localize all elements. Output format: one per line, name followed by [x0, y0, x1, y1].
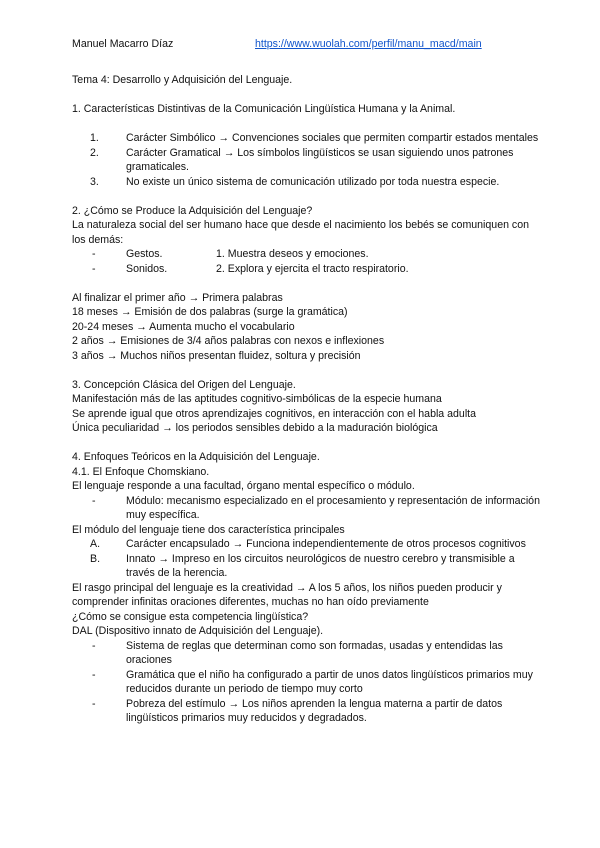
profile-link[interactable]: https://www.wuolah.com/perfil/manu_macd/main: [255, 38, 482, 50]
section-2-dash-list: [72, 247, 542, 276]
list-marker: -: [92, 248, 96, 260]
list-item-term: Sonidos.: [126, 262, 168, 275]
paragraph-line: El rasgo principal del lenguaje es la creatividad → A los 5 años, los niños pueden producir y comprender infinitas oraciones diferentes, muchas no han oído previamente: [72, 581, 502, 608]
list-item: [72, 131, 542, 146]
list-item: [72, 494, 542, 523]
list-item-text: 2. Explora y ejercita el tracto respiratorio.: [216, 262, 409, 275]
list-item: [72, 552, 542, 581]
timeline-line: 3 años → Muchos niños presentan fluidez, soltura y precisión: [72, 349, 361, 362]
paragraph-line: El lenguaje responde a una facultad, órgano mental específico o módulo.: [72, 480, 415, 492]
list-marker: A.: [90, 538, 101, 550]
paragraph-line: Manifestación más de las aptitudes cognitivo-simbólicas de la especie humana: [72, 393, 442, 405]
dal-list: [72, 639, 542, 726]
section-1-heading: 1. Características Distintivas de la Comunicación Lingüística Humana y la Animal.: [72, 103, 456, 115]
paragraph-line: El módulo del lenguaje tiene dos característica principales: [72, 523, 345, 536]
document-title: Tema 4: Desarrollo y Adquisición del Lenguaje.: [72, 74, 293, 86]
list-marker: 2.: [90, 146, 99, 159]
list-item-text: Carácter Simbólico → Convenciones sociales que permiten compartir estados mentales: [126, 132, 539, 144]
list-item-text: Sistema de reglas que determinan como son formadas, usadas y entendidas las oraciones: [126, 639, 503, 666]
letter-list: [72, 537, 542, 581]
list-item: [72, 146, 542, 175]
list-item-text: Pobreza del estímulo → Los niños aprenden la lengua materna a partir de datos lingüísticos primarios muy reducidos y degradados.: [126, 697, 503, 724]
list-marker: -: [92, 639, 96, 652]
list-marker: B.: [90, 552, 101, 565]
list-item-text: Módulo: mecanismo especializado en el procesamiento y representación de información muy específica.: [126, 494, 540, 521]
list-item: [72, 697, 542, 726]
document-body: [72, 73, 542, 726]
list-item: [72, 668, 542, 697]
list-marker: 3.: [90, 175, 99, 188]
section-2-intro: La naturaleza social del ser humano hace que desde el nacimiento los bebés se comuniquen con los demás:: [72, 219, 530, 246]
list-marker: -: [92, 494, 96, 507]
list-item-text: Carácter encapsulado → Funciona independientemente de otros procesos cognitivos: [126, 538, 526, 550]
paragraph-line: DAL (Dispositivo innato de Adquisición del Lenguaje).: [72, 625, 324, 637]
list-item-text: Innato → Impreso en los circuitos neurológicos de nuestro cerebro y transmisible a través de la herencia.: [126, 552, 515, 579]
list-item-text: Carácter Gramatical → Los símbolos lingüísticos se usan siguiendo unos patrones gramaticales.: [126, 146, 514, 173]
list-marker: 1.: [90, 132, 99, 144]
list-item: [72, 247, 542, 262]
section-2-heading: 2. ¿Cómo se Produce la Adquisición del Lenguaje?: [72, 204, 313, 217]
list-item: [72, 537, 542, 552]
list-item-term: Gestos.: [126, 248, 163, 260]
list-item-text: Gramática que el niño ha configurado a partir de unos datos lingüísticos primarios muy reducidos durante un periodo de tiempo muy corto: [126, 668, 533, 695]
list-item-text: No existe un único sistema de comunicación utilizado por toda nuestra especie.: [126, 175, 500, 188]
timeline-line: 2 años → Emisiones de 3/4 años palabras con nexos e inflexiones: [72, 335, 385, 347]
paragraph-line: Se aprende igual que otros aprendizajes cognitivos, en interacción con el habla adulta: [72, 407, 477, 420]
list-item: [72, 262, 542, 277]
timeline-line: 18 meses → Emisión de dos palabras (surge la gramática): [72, 306, 348, 318]
module-list: [72, 494, 542, 523]
section-4-heading: 4. Enfoques Teóricos en la Adquisición del Lenguaje.: [72, 451, 320, 463]
list-marker: -: [92, 262, 96, 275]
list-item: [72, 175, 542, 190]
list-item-text: 1. Muestra deseos y emociones.: [216, 248, 369, 260]
paragraph-line: Única peculiaridad → los periodos sensibles debido a la maduración biológica: [72, 422, 438, 434]
timeline-line: 20-24 meses → Aumenta mucho el vocabulario: [72, 320, 295, 333]
list-item: [72, 639, 542, 668]
paragraph-line: ¿Cómo se consigue esta competencia lingüística?: [72, 610, 309, 623]
section-1-list: [72, 131, 542, 189]
page-header: [72, 37, 540, 53]
section-4-subheading: 4.1. El Enfoque Chomskiano.: [72, 465, 210, 478]
timeline-line: Al finalizar el primer año → Primera palabras: [72, 291, 283, 304]
list-marker: -: [92, 668, 96, 681]
author-name: Manuel Macarro Díaz: [72, 38, 174, 50]
list-marker: -: [92, 697, 96, 710]
section-3-heading: 3. Concepción Clásica del Origen del Lenguaje.: [72, 378, 296, 391]
